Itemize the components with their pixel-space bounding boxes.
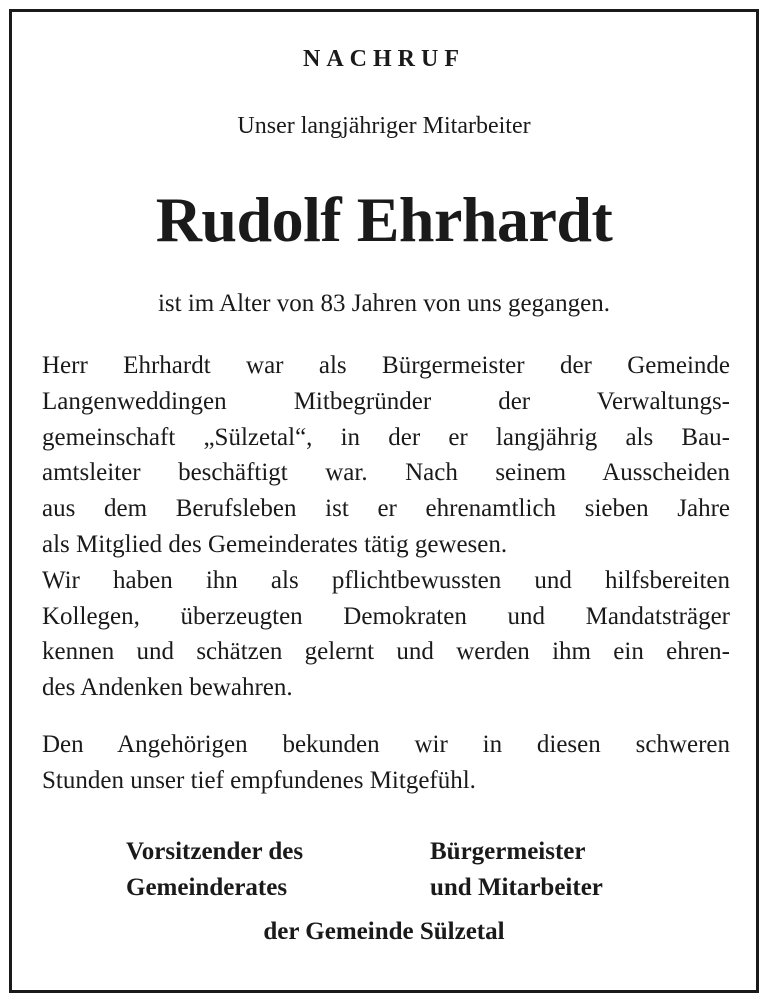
signature-line: Vorsitzender des [126,838,304,865]
municipality-footer: der Gemeinde Sülzetal [263,918,505,945]
paragraph-line: gemeinschaft „Sülzetal“, in der er langjährig als Bau- [42,423,730,451]
paragraph-line: als Mitglied des Gemeinderates tätig gewesen. [42,530,508,558]
paragraph-line: Stunden unser tief empfundenes Mitgefühl. [42,766,476,794]
paragraph-line: Den Angehörigen bekunden wir in diesen schweren [42,731,730,758]
deceased-name: Rudolf Ehrhardt [155,184,613,255]
signature-line: und Mitarbeiter [430,874,603,901]
intro-line: Unser langjähriger Mitarbeiter [237,113,531,139]
signature-line: Bürgermeister [430,838,586,865]
paragraph-line: des Andenken bewahren. [42,674,293,702]
signature-council [126,834,303,906]
paragraph-line: Herr Ehrhardt war als Bürgermeister der Gemeinde [42,352,730,379]
main-paragraph [42,348,730,706]
paragraph-line: aus dem Berufsleben ist er ehrenamtlich sieben Jahre [42,495,730,523]
age-line: ist im Alter von 83 Jahren von uns gegangen. [157,290,610,317]
paragraph-line: amtsleiter beschäftigt war. Nach seinem Ausscheiden [42,459,730,487]
paragraph-line: Langenweddingen Mitbegründer der Verwaltungs- [42,387,730,415]
notice-heading: NACHRUF [303,46,465,72]
signature-line: Gemeinderates [126,874,288,901]
paragraph-line: Wir haben ihn als pflichtbewussten und hilfsbereiten [42,566,730,594]
paragraph-line: Kollegen, überzeugten Demokraten und Mandatsträger [42,602,730,630]
obituary-notice [9,9,759,993]
paragraph-line: kennen und schätzen gelernt und werden ihm ein ehren- [42,638,730,666]
signature-mayor [430,834,603,906]
condolence-paragraph [42,727,730,799]
